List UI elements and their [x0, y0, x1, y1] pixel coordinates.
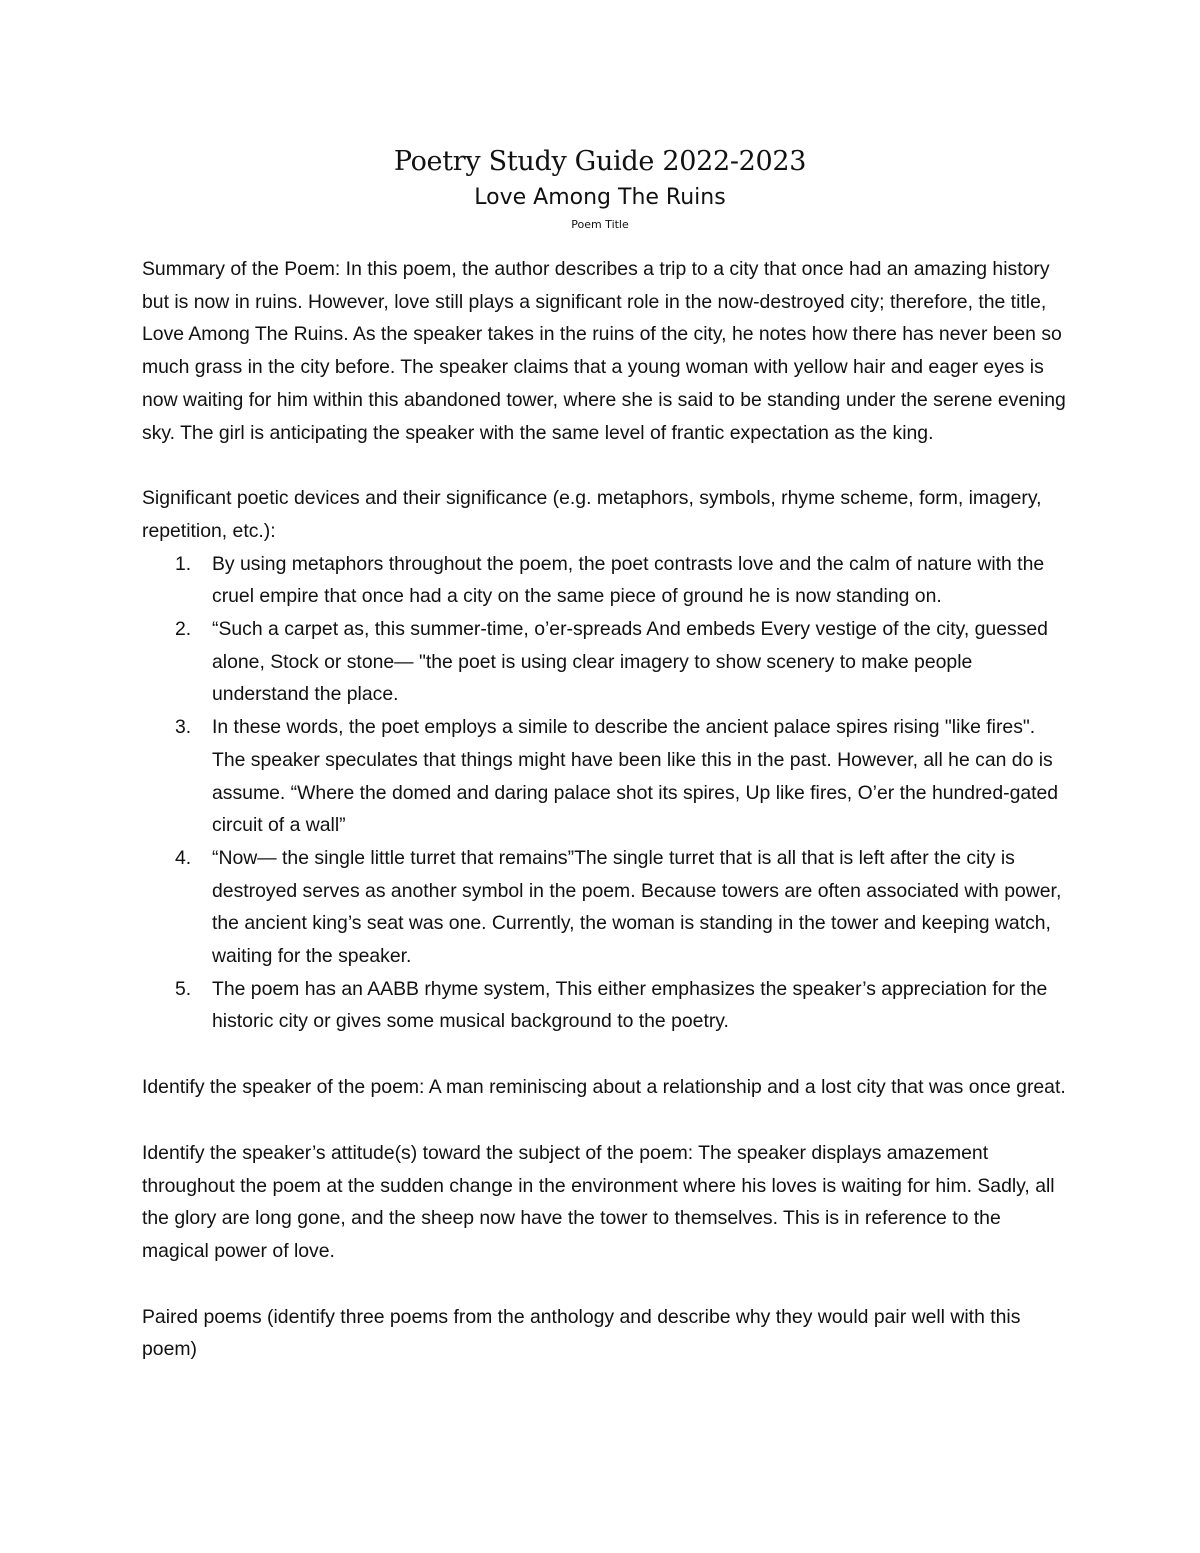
list-item-text: The poem has an AABB rhyme system, This either emphasizes the speaker’s appreciation for the historic city or gives some musical background to the poetry.: [212, 977, 1048, 1033]
list-item-text: “Now— the single little turret that remains”The single turret that is all that is left after the city is destroyed serves as another symbol in the poem. Because towers are often associated with power, the ancient king’s seat was one. Currently, the woman is standing in the tower and keeping watch, waiting for the speaker.: [212, 846, 1062, 968]
list-item: [142, 613, 1070, 711]
poetic-devices-heading: Significant poetic devices and their significance (e.g. metaphors, symbols, rhyme scheme, form, imagery, repetition, etc.):: [142, 487, 1042, 542]
list-item-number: 5.: [175, 977, 192, 1000]
list-item-number: 3.: [175, 716, 192, 739]
list-item-number: 4.: [175, 846, 192, 869]
summary-paragraph: Summary of the Poem: In this poem, the author describes a trip to a city that once had an amazing history but is now in ruins. However, love still plays a significant role in the now-destroyed city; therefore, the title, Love Among The Ruins. As the speaker takes in the ruins of the city, he notes how there has never been so much grass in the city before. The speaker claims that a young woman with yellow hair and eager eyes is now waiting for him within this abandoned tower, where she is said to be standing under the serene evening sky. The girl is anticipating the speaker with the same level of frantic expectation as the king.: [142, 258, 1066, 444]
attitude-paragraph: Identify the speaker’s attitude(s) toward the subject of the poem: The speaker displays amazement throughout the poem at the sudden change in the environment where his loves is waiting for him. Sadly, all the glory are long gone, and the sheep now have the tower to themselves. This is in reference to the magical power of love.: [142, 1141, 1055, 1262]
paired-poems-paragraph: Paired poems (identify three poems from the anthology and describe why they would pair well with this poem): [142, 1305, 1021, 1361]
poetic-devices-list: [142, 548, 1070, 1039]
list-item-number: 1.: [175, 552, 192, 575]
document-body: [142, 253, 1070, 1366]
list-item: [142, 711, 1070, 842]
list-item-text: By using metaphors throughout the poem, the poet contrasts love and the calm of nature with the cruel empire that once had a city on the same piece of ground he is now standing on.: [212, 552, 1045, 608]
list-item: [142, 973, 1070, 1038]
document-title: Poetry Study Guide 2022-2023: [393, 146, 807, 177]
poem-title-caption: Poem Title: [571, 218, 629, 231]
poetic-devices-section: [142, 482, 1070, 1038]
speaker-paragraph: Identify the speaker of the poem: A man reminiscing about a relationship and a lost city that was once great.: [142, 1076, 1066, 1099]
document-header: [0, 143, 1200, 233]
list-item: [142, 548, 1070, 613]
list-item-text: In these words, the poet employs a simile to describe the ancient palace spires rising "like fires". The speaker speculates that things might have been like this in the past. However, all he can do is assume. “Where the domed and daring palace shot its spires, Up like fires, O’er the hundred-gated circuit of a wall”: [212, 716, 1059, 837]
list-item-number: 2.: [175, 618, 192, 641]
list-item: [142, 842, 1070, 973]
list-item-text: “Such a carpet as, this summer-time, o’er-spreads And embeds Every vestige of the city, guessed alone, Stock or stone— "the poet is using clear imagery to show scenery to make people understand the place.: [212, 618, 1048, 706]
poem-title: Love Among The Ruins: [474, 185, 726, 210]
